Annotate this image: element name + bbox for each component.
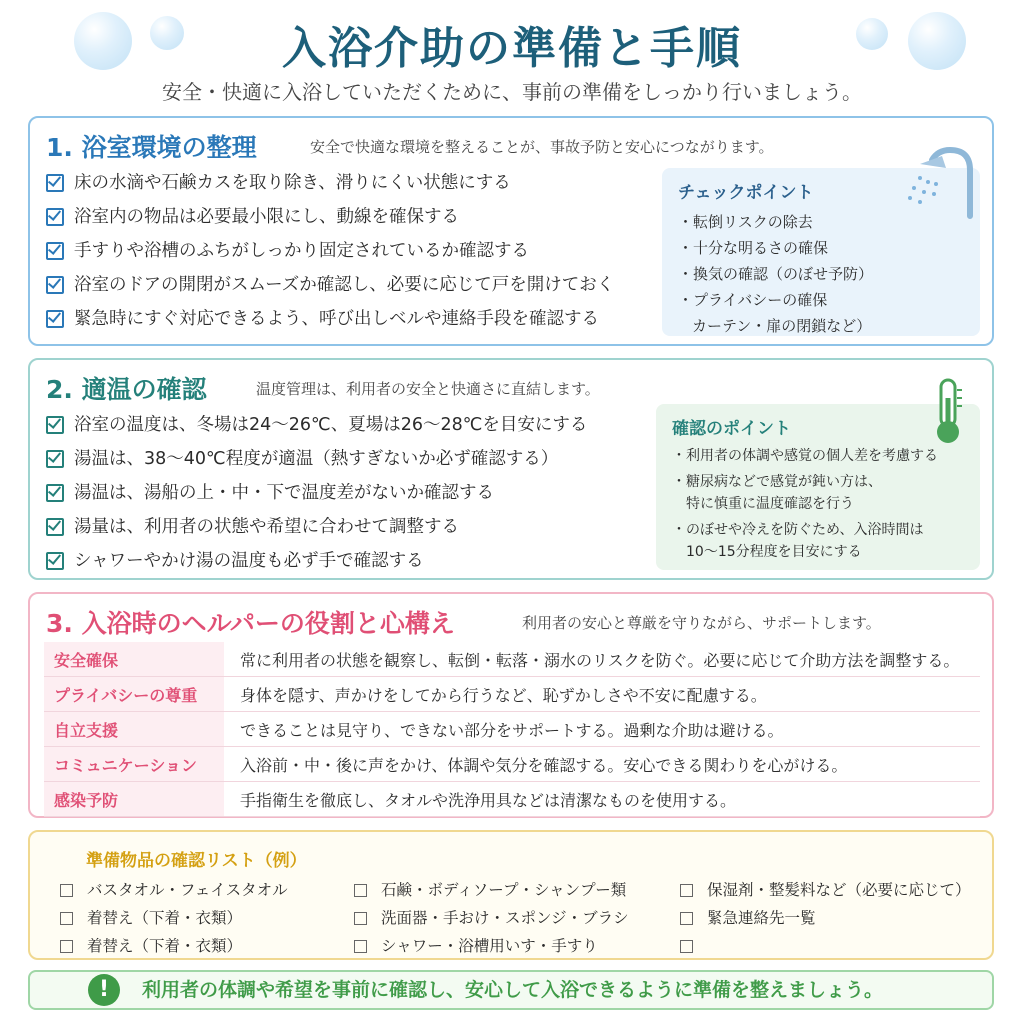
role-description: できることは見守り、できない部分をサポートする。過剰な介助は避ける。 xyxy=(224,712,980,747)
checkbox-icon[interactable] xyxy=(60,884,73,897)
shower-icon xyxy=(898,140,978,220)
checkbox-checked-icon xyxy=(46,552,64,570)
checkpoint-item: ・転倒リスクの除去 xyxy=(678,213,813,231)
confirm-point-item: ・利用者の体調や感覚の個人差を考慮する xyxy=(672,448,938,464)
section-heading: 2. 適温の確認 xyxy=(46,375,207,404)
role-description: 身体を隠す、声かけをしてから行うなど、恥ずかしさや不安に配慮する。 xyxy=(224,677,980,712)
page-subtitle: 安全・快適に入浴していただくために、事前の準備をしっかり行いましょう。 xyxy=(162,80,862,104)
checkbox-icon[interactable] xyxy=(354,912,367,925)
checkbox-icon[interactable] xyxy=(354,884,367,897)
thermometer-icon xyxy=(930,376,966,448)
role-table xyxy=(44,642,980,817)
footer-banner xyxy=(28,970,994,1010)
checkbox-checked-icon xyxy=(46,310,64,328)
checkbox-icon[interactable] xyxy=(60,912,73,925)
supplies-title: 準備物品の確認リスト（例） xyxy=(86,851,307,871)
checkpoint-item: ・十分な明るさの確保 xyxy=(678,239,829,257)
section-heading: 3. 入浴時のヘルパーの役割と心構え xyxy=(46,609,455,638)
checkbox-checked-icon xyxy=(46,174,64,192)
table-row xyxy=(44,782,980,817)
table-row xyxy=(44,712,980,747)
exclamation-icon: ! xyxy=(88,974,120,1006)
role-description: 手指衛生を徹底し、タオルや洗浄用具などは清潔なものを使用する。 xyxy=(224,782,980,817)
role-description: 入浴前・中・後に声をかけ、体調や気分を確認する。安心できる関わりを心がける。 xyxy=(224,747,980,782)
checkbox-checked-icon xyxy=(46,208,64,226)
checkbox-checked-icon xyxy=(46,518,64,536)
section-heading: 1. 浴室環境の整理 xyxy=(46,133,257,162)
role-label: プライバシーの尊重 xyxy=(44,677,224,712)
section-description: 安全で快適な環境を整えることが、事故予防と安心につながります。 xyxy=(310,138,774,156)
confirm-point-item: ・糖尿病などで感覚が鈍い方は、 特に慎重に温度確認を行う xyxy=(672,474,882,512)
checklist-item: 浴室内の物品は必要最小限にし、動線を確保する xyxy=(46,200,614,234)
checkbox-icon[interactable] xyxy=(680,940,693,953)
confirm-point-title: 確認のポイント xyxy=(672,419,791,439)
checkpoint-item: ・プライバシーの確保 カーテン・扉の閉鎖など） xyxy=(678,291,872,335)
checklist-item: 湯温は、38～40℃程度が適温（熱すぎないか必ず確認する） xyxy=(46,442,587,476)
table-row xyxy=(44,642,980,677)
checkbox-icon[interactable] xyxy=(60,940,73,953)
table-row xyxy=(44,747,980,782)
checklist-item: 湯量は、利用者の状態や希望に合わせて調整する xyxy=(46,510,587,544)
checklist-item: 緊急時にすぐ対応できるよう、呼び出しベルや連絡手段を確認する xyxy=(46,302,614,336)
checkbox-checked-icon xyxy=(46,450,64,468)
supply-item[interactable]: 緊急連絡先一覧 xyxy=(680,904,971,932)
section-bathroom-environment xyxy=(28,116,994,346)
checklist-item: 浴室のドアの開閉がスムーズか確認し、必要に応じて戸を開けておく xyxy=(46,268,614,302)
section-temperature-check xyxy=(28,358,994,580)
supply-item[interactable]: 石鹸・ボディソープ・シャンプー類 xyxy=(354,876,629,904)
checklist-item: 手すりや浴槽のふちがしっかり固定されているか確認する xyxy=(46,234,614,268)
supplies-column xyxy=(60,876,288,960)
supplies-column xyxy=(680,876,971,960)
checkbox-checked-icon xyxy=(46,276,64,294)
supply-item[interactable]: シャワー・浴槽用いす・手すり xyxy=(354,932,629,960)
table-row xyxy=(44,677,980,712)
section-description: 利用者の安心と尊厳を守りながら、サポートします。 xyxy=(522,614,881,632)
supply-item[interactable]: 洗面器・手おけ・スポンジ・ブラシ xyxy=(354,904,629,932)
checklist-item: シャワーやかけ湯の温度も必ず手で確認する xyxy=(46,544,587,578)
footer-message: 利用者の体調や希望を事前に確認し、安心して入浴できるように準備を整えましょう。 xyxy=(142,979,884,1001)
checkbox-icon[interactable] xyxy=(354,940,367,953)
page-title: 入浴介助の準備と手順 xyxy=(282,23,742,74)
role-label: 感染予防 xyxy=(44,782,224,817)
role-label: 安全確保 xyxy=(44,642,224,677)
checklist-item: 床の水滴や石鹸カスを取り除き、滑りにくい状態にする xyxy=(46,166,614,200)
checkpoint-title: チェックポイント xyxy=(678,183,814,203)
checkbox-checked-icon xyxy=(46,484,64,502)
checkbox-icon[interactable] xyxy=(680,884,693,897)
supply-item[interactable] xyxy=(680,932,971,960)
checklist-item: 湯温は、湯船の上・中・下で温度差がないか確認する xyxy=(46,476,587,510)
checklist-item: 浴室の温度は、冬場は24～26℃、夏場は26～28℃を目安にする xyxy=(46,408,587,442)
checkpoint-item: ・換気の確認（のぼせ予防） xyxy=(678,265,874,283)
section-description: 温度管理は、利用者の安全と快適さに直結します。 xyxy=(256,380,600,398)
role-description: 常に利用者の状態を観察し、転倒・転落・溺水のリスクを防ぐ。必要に応じて介助方法を調整する。 xyxy=(224,642,980,677)
confirm-point-item: ・のぼせや冷えを防ぐため、入浴時間は 10～15分程度を目安にする xyxy=(672,522,924,560)
checklist xyxy=(46,408,587,578)
supply-item[interactable]: バスタオル・フェイスタオル xyxy=(60,876,288,904)
checkbox-checked-icon xyxy=(46,416,64,434)
supply-item[interactable]: 着替え（下着・衣類） xyxy=(60,904,288,932)
checklist xyxy=(46,166,614,336)
role-label: 自立支援 xyxy=(44,712,224,747)
role-label: コミュニケーション xyxy=(44,747,224,782)
supply-item[interactable]: 保湿剤・整髪料など（必要に応じて） xyxy=(680,876,971,904)
checkbox-icon[interactable] xyxy=(680,912,693,925)
section-supplies-checklist xyxy=(28,830,994,960)
section-helper-role xyxy=(28,592,994,818)
checkbox-checked-icon xyxy=(46,242,64,260)
supplies-column xyxy=(354,876,629,960)
supply-item[interactable]: 着替え（下着・衣類） xyxy=(60,932,288,960)
